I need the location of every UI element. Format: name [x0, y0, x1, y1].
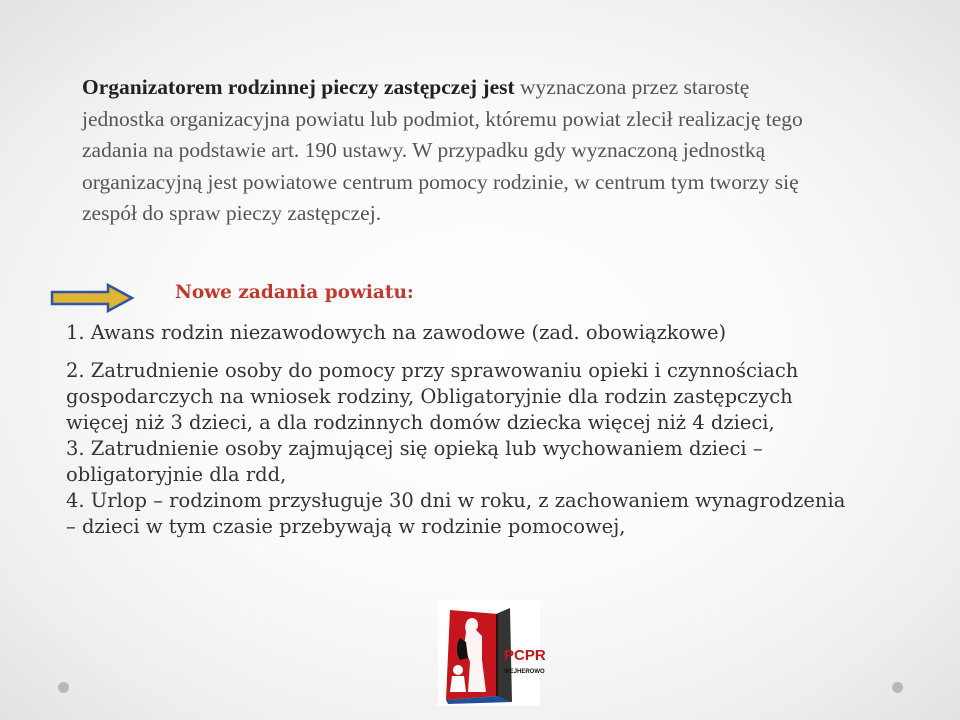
section-heading: Nowe zadania powiatu:	[175, 282, 414, 303]
nav-dot-right	[892, 682, 903, 693]
pcpr-logo	[438, 600, 546, 706]
logo-subtitle: WEJHEROWO	[504, 669, 545, 675]
intro-paragraph	[82, 72, 822, 230]
logo-title: PCPR	[504, 647, 546, 664]
nav-dot-left	[58, 682, 69, 693]
intro-body: wyznaczona przez starostę jednostka organizacyjna powiatu lub podmiot, któremu powiat zlecił realizację tego zadania na podstawie art. 190 ustawy. W przypadku gdy wyznaczoną jednostką organizacyjną jest powiatowe centrum pomocy rodzinie, w centrum tym tworzy się zespół do spraw pieczy zastępczej.	[82, 75, 803, 225]
arrow-right-icon	[50, 283, 134, 313]
list-item: 3. Zatrudnienie osoby zajmującej się opieką lub wychowaniem dzieci – obligatoryjnie dla rdd,	[66, 437, 763, 486]
list-item: 2. Zatrudnienie osoby do pomocy przy sprawowaniu opieki i czynnościach gospodarczych na wniosek rodziny, Obligatoryjnie dla rodzin zastępczych więcej niż 3 dzieci, a dla rodzinnych domów dziecka więcej niż 4 dzieci,	[66, 359, 799, 434]
tasks-list	[66, 320, 846, 540]
list-item: 1. Awans rodzin niezawodowych na zawodowe (zad. obowiązkowe)	[66, 321, 727, 344]
intro-bold: Organizatorem rodzinnej pieczy zastępczej jest	[82, 75, 515, 99]
list-item: 4. Urlop – rodzinom przysługuje 30 dni w roku, z zachowaniem wynagrodzenia – dzieci w tym czasie przebywają w rodzinie pomocowej,	[66, 489, 846, 538]
